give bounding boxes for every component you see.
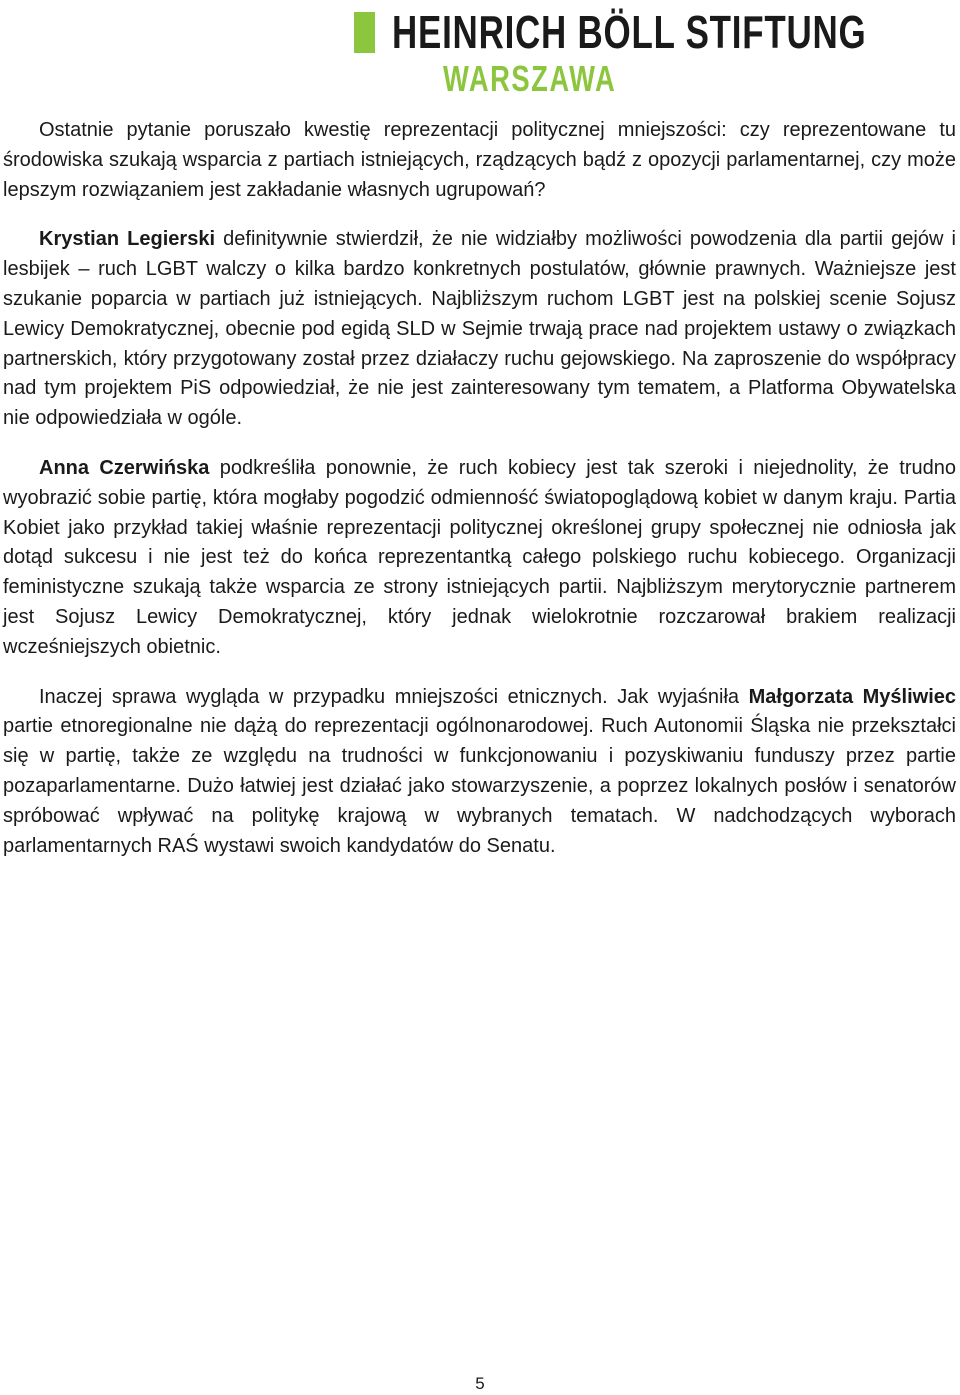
- paragraph-2: [3, 225, 956, 434]
- page-number: 5: [475, 1374, 485, 1393]
- speaker-name: Krystian Legierski: [39, 228, 215, 251]
- paragraph-4: [3, 683, 956, 862]
- paragraph-2-text: definitywnie stwierdził, że nie widziałby możliwości powodzenia dla partii gejów i lesbijek – ruch LGBT walczy o kilka bardzo konkretnych postulatów, głównie prawnych. Ważniejsze jest szukanie poparcia w partiach już istniejących. Najbliższym ruchom LGBT jest na polskiej scenie Sojusz Lewicy Demokratycznej, obecnie pod egidą SLD w Sejmie trwają prace nad projektem ustawy o związkach partnerskich, który przygotowany został przez działaczy ruchu gejowskiego. Na zaproszenie do współpracy nad tym projektem PiS odpowiedział, że nie jest zainteresowany tym tematem, a Platforma Obywatelska nie odpowiedziała w ogóle.: [3, 228, 956, 430]
- paragraph-3-text: podkreśliła ponownie, że ruch kobiecy jest tak szeroki i niejednolity, że trudno wyobrazić sobie partię, która mogłaby pogodzić odmienność światopoglądową kobiet w danym kraju. Partia Kobiet jako przykład takiej właśnie reprezentacji politycznej określonej grupy społecznej nie odniosła jak dotąd sukcesu i nie jest też do końca reprezentantką całego polskiego ruchu kobiecego. Organizacji feministyczne szukają także wsparcia ze strony istniejących partii. Najbliższym merytorycznie partnerem jest Sojusz Lewicy Demokratycznej, który jednak wielokrotnie rozczarował brakiem realizacji wcześniejszych obietnic.: [3, 456, 956, 658]
- paragraph-4-text-before: Inaczej sprawa wygląda w przypadku mniejszości etnicznych. Jak wyjaśniła: [39, 685, 749, 708]
- logo-name-text: HEINRICH BÖLL STIFTUNG: [392, 6, 867, 58]
- paragraph-1-text: Ostatnie pytanie poruszało kwestię reprezentacji politycznej mniejszości: czy reprezentowane tu środowiska szukają wsparcia z partiach istniejących, rządzących bądź z opozycji parlamentarnej, czy może lepszym rozwiązaniem jest zakładanie własnych ugrupowań?: [3, 119, 956, 201]
- paragraph-4-text: partie etnoregionalne nie dążą do reprezentacji ogólnonarodowej. Ruch Autonomii Śląska nie przekształci się w partię, także ze względu na trudności w funkcjonowaniu i pozyskiwaniu funduszy przez partie pozaparlamentarne. Dużo łatwiej jest działać jako stowarzyszenie, a poprzez lokalnych posłów i senatorów spróbować wpływać na politykę krajową w wybranych tematach. W nadchodzących wyborach parlamentarnych RAŚ wystawi swoich kandydatów do Senatu.: [3, 715, 956, 857]
- foundation-logo: [354, 4, 960, 99]
- logo-city-text: WARSZAWA: [443, 58, 617, 99]
- speaker-name: Małgorzata Myśliwiec: [748, 685, 957, 708]
- speaker-name: Anna Czerwińska: [39, 456, 210, 479]
- paragraph-1: [3, 116, 956, 205]
- logo-green-bar: [354, 12, 375, 53]
- document-body: [3, 116, 956, 881]
- paragraph-3: [3, 454, 956, 663]
